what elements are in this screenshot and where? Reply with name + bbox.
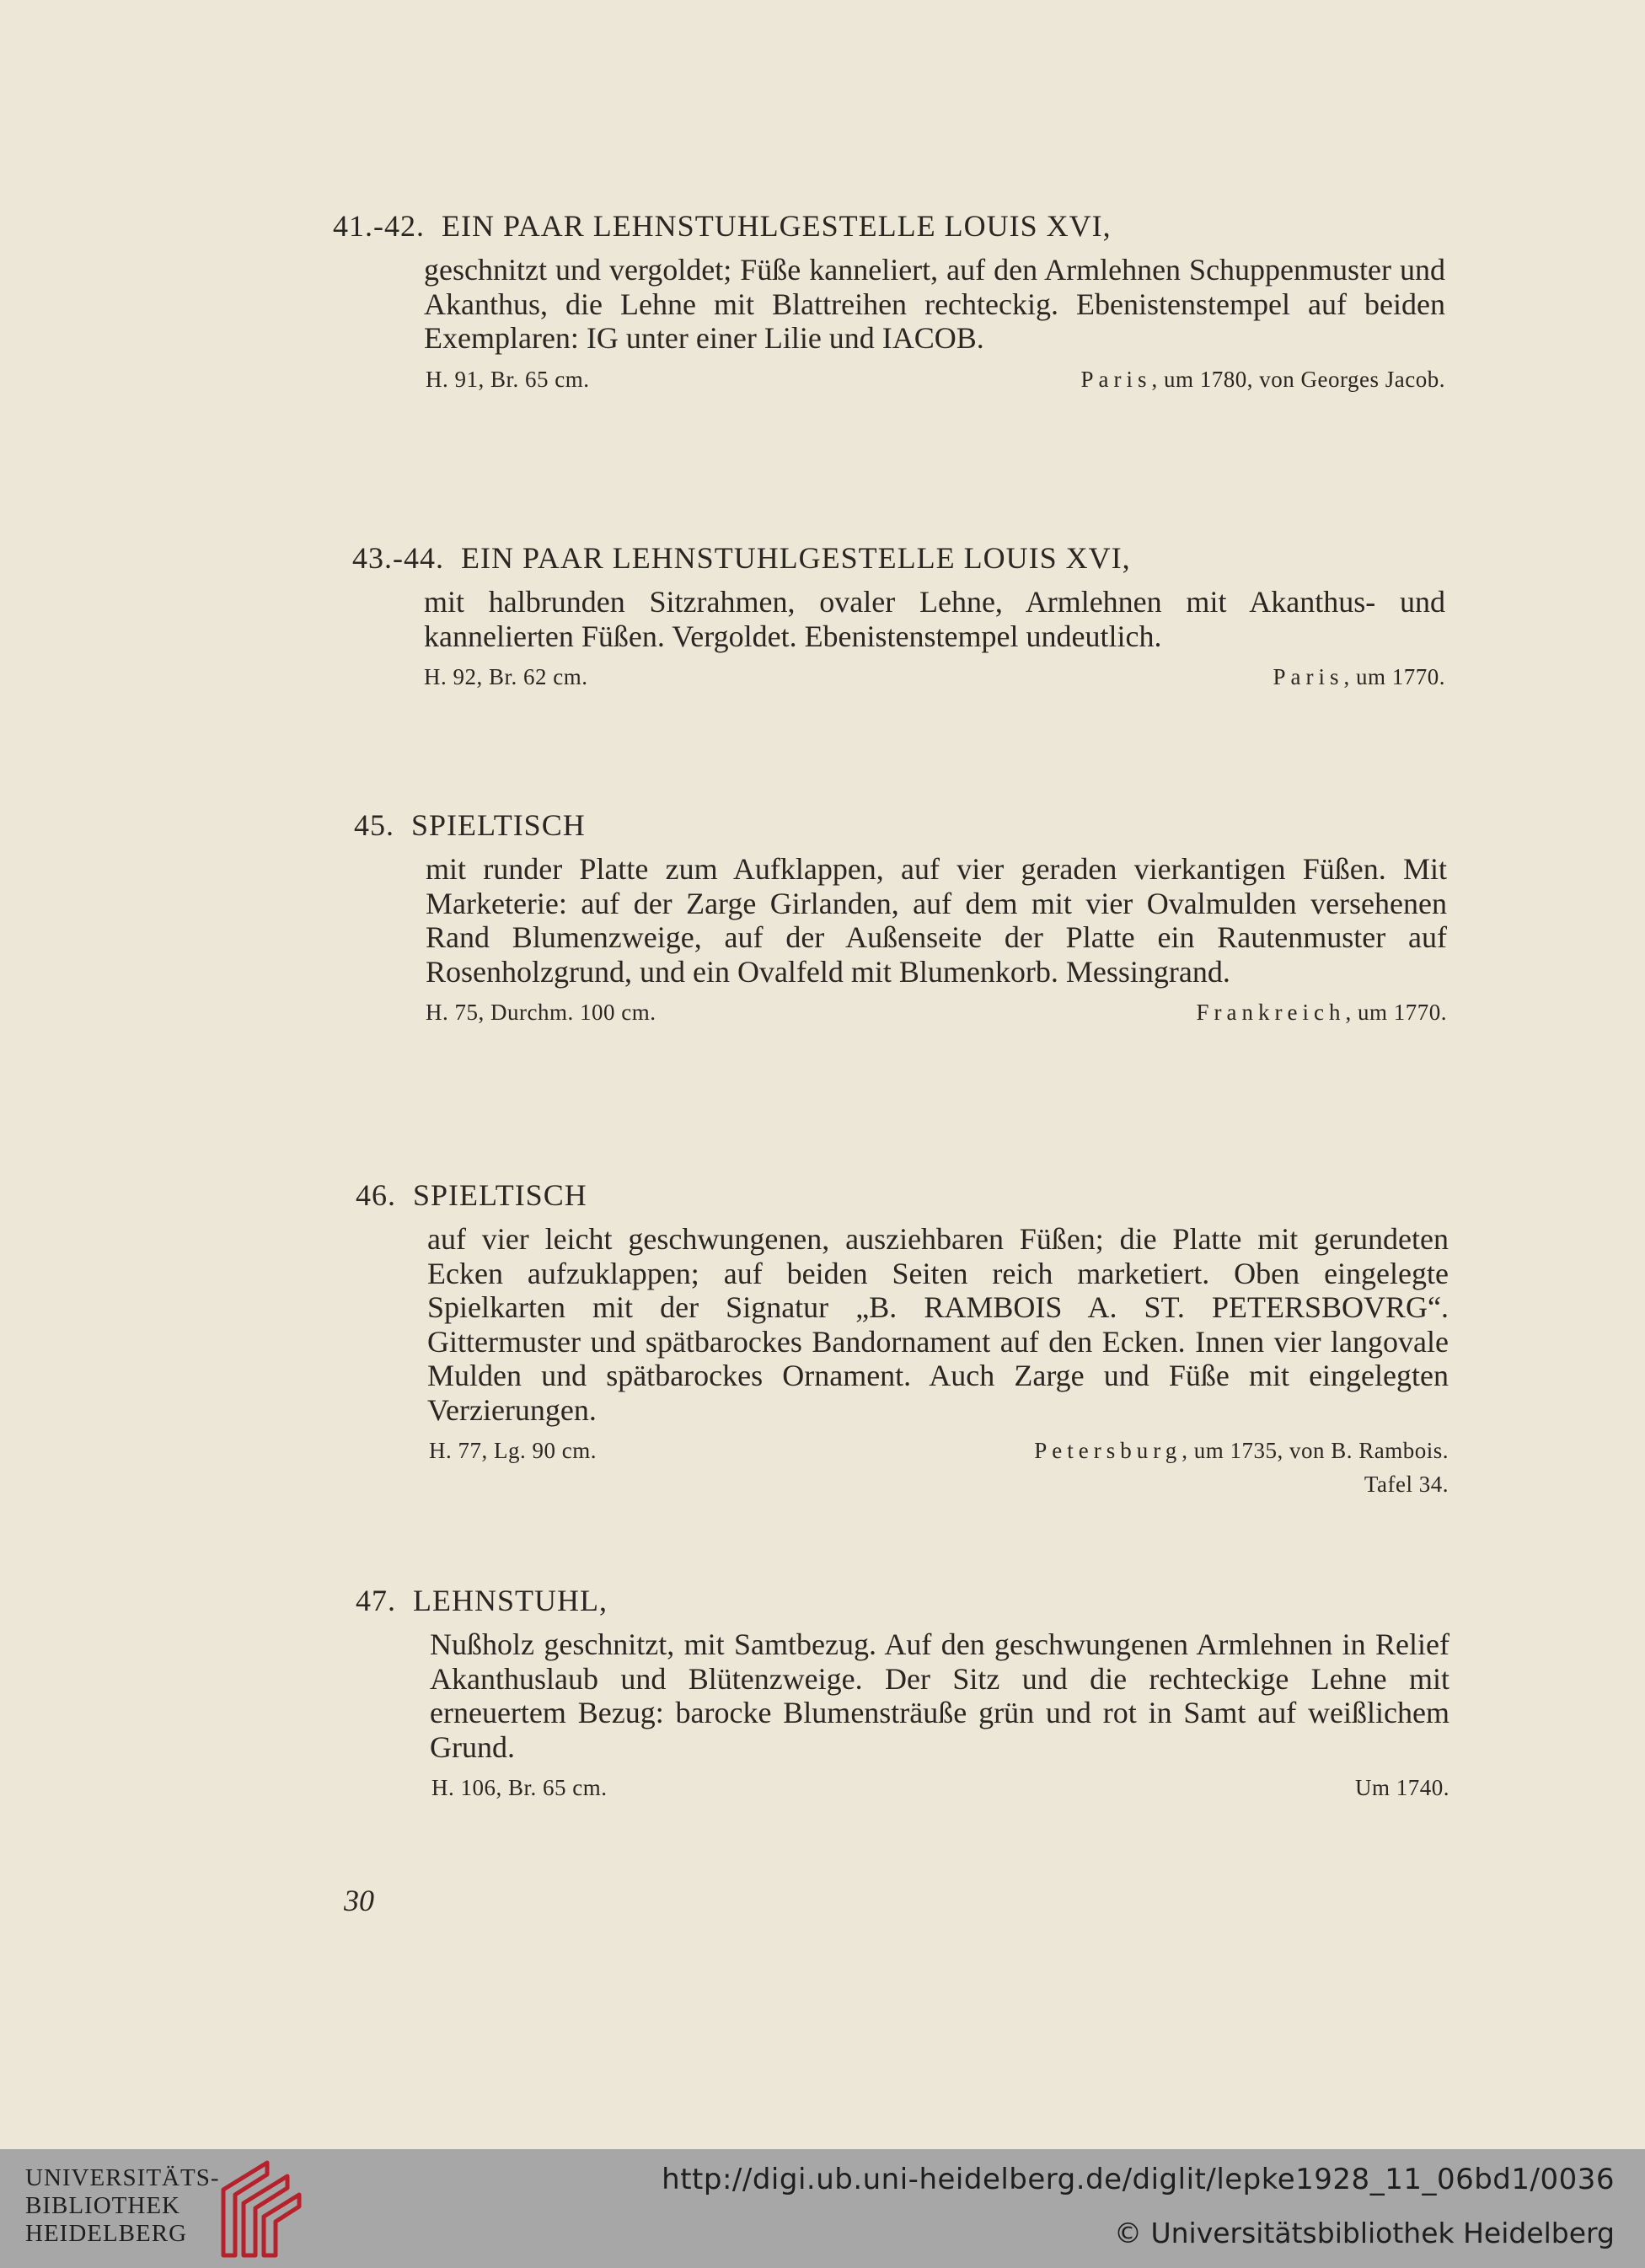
entry-place: Frankreich: [1196, 1000, 1346, 1025]
entry-provenance: [1355, 1772, 1449, 1803]
entry-heading: [333, 207, 1445, 244]
entry-description: auf vier leicht geschwungenen, ausziehbaren Füßen; die Platte mit gerundeten Ecken aufzuklappen; auf beiden Seiten reich marketiert. Oben eingelegte Spielkarten mit der Signatur „B. RAMBOIS A. ST. PETERSBOVRG“. Gittermuster und spätbarockes Bandornament auf den Ecken. Innen vier langovale Mulden und spätbarockes Ornament. Auch Zarge und Füße mit eingelegten Verzierungen.: [427, 1222, 1449, 1427]
entry-number: 45.: [354, 808, 394, 842]
entry-date: , um 1770.: [1345, 1000, 1447, 1025]
entry-number: 46.: [356, 1178, 396, 1212]
entry-meta: [429, 1435, 1449, 1466]
entry-heading: [356, 1177, 1468, 1214]
entry-provenance: [1081, 364, 1445, 394]
entry-dimensions: H. 77, Lg. 90 cm.: [429, 1438, 597, 1463]
entry-title: LEHNSTUHL,: [413, 1584, 608, 1617]
entry-dimensions: H. 91, Br. 65 cm.: [426, 366, 590, 392]
entry-description: mit halbrunden Sitzrahmen, ovaler Lehne, Armlehnen mit Akanthus- und kannelierten Füßen. Vergoldet. Ebenistenstempel undeutlich.: [424, 585, 1445, 653]
source-url[interactable]: http://digi.ub.uni-heidelberg.de/diglit/lepke1928_11_06bd1/0036: [662, 2163, 1615, 2196]
entry-date: Um 1740.: [1355, 1775, 1449, 1800]
catalog-entry-41-42: [333, 207, 1445, 394]
library-name: [25, 2164, 220, 2248]
library-name-line1: UNIVERSITÄTS-: [25, 2164, 220, 2191]
library-logo-icon: [215, 2156, 308, 2264]
entry-date: , um 1735, von B. Rambois.: [1182, 1438, 1449, 1463]
entry-dimensions: H. 106, Br. 65 cm.: [431, 1775, 608, 1800]
entry-meta: [431, 1772, 1449, 1803]
entry-description: geschnitzt und vergoldet; Füße kanneliert, auf den Armlehnen Schuppenmuster und Akanthus, die Lehne mit Blattreihen rechteckig. Ebenistenstempel auf beiden Exemplaren: IG unter einer Lilie und IACOB.: [424, 253, 1445, 355]
catalog-entry-46: [356, 1177, 1468, 1499]
entry-meta: [424, 662, 1445, 692]
copyright-notice: © Universitätsbibliothek Heidelberg: [1113, 2217, 1615, 2249]
entry-date: , um 1770.: [1343, 664, 1445, 689]
entry-title: SPIELTISCH: [411, 808, 586, 842]
entry-number: 47.: [356, 1584, 396, 1617]
entry-dimensions: H. 92, Br. 62 cm.: [424, 664, 588, 689]
entry-description: mit runder Platte zum Aufklappen, auf vier geraden vierkantigen Füßen. Mit Marketerie: auf der Zarge Girlanden, auf dem mit vier Ovalmulden versehenen Rand Blumenzweige, auf der Außenseite der Platte ein Rautenmuster auf Rosenholzgrund, und ein Ovalfeld mit Blumenkorb. Messingrand.: [426, 852, 1447, 989]
entry-title: SPIELTISCH: [413, 1178, 587, 1212]
catalog-entry-47: [356, 1582, 1468, 1803]
entry-dimensions: H. 75, Durchm. 100 cm.: [426, 1000, 656, 1025]
catalog-entry-45: [354, 807, 1466, 1027]
entry-heading: [352, 539, 1465, 576]
page-number: 30: [344, 1884, 374, 1917]
entry-number: 43.-44.: [352, 541, 444, 575]
entry-provenance: [1273, 662, 1445, 692]
footer-bar: [0, 2149, 1645, 2268]
entry-title: EIN PAAR LEHNSTUHLGESTELLE LOUIS XVI,: [442, 209, 1112, 243]
entry-date: , um 1780, von Georges Jacob.: [1151, 366, 1445, 392]
library-name-line3: HEIDELBERG: [25, 2220, 188, 2247]
entry-place: Petersburg: [1034, 1438, 1182, 1463]
entry-heading: [354, 807, 1466, 844]
entry-meta: [426, 364, 1445, 394]
entry-title: EIN PAAR LEHNSTUHLGESTELLE LOUIS XVI,: [461, 541, 1131, 575]
library-name-line2: BIBLIOTHEK: [25, 2192, 180, 2219]
entry-heading: [356, 1582, 1468, 1619]
entry-provenance: [1034, 1435, 1449, 1466]
entry-plate-reference: Tafel 34.: [1364, 1472, 1449, 1497]
entry-place: Paris: [1273, 664, 1344, 689]
entry-provenance: [1197, 997, 1447, 1027]
catalog-entry-43-44: [352, 539, 1465, 692]
entry-number: 41.-42.: [333, 209, 425, 243]
entry-place: Paris: [1080, 366, 1152, 392]
entry-meta: [426, 997, 1447, 1027]
entry-description: Nußholz geschnitzt, mit Samtbezug. Auf den geschwungenen Armlehnen in Relief Akanthuslaub und Blütenzweige. Der Sitz und die rechteckige Lehne mit erneuertem Bezug: barocke Blumensträuße grün und rot in Samt auf weißlichem Grund.: [430, 1627, 1449, 1764]
